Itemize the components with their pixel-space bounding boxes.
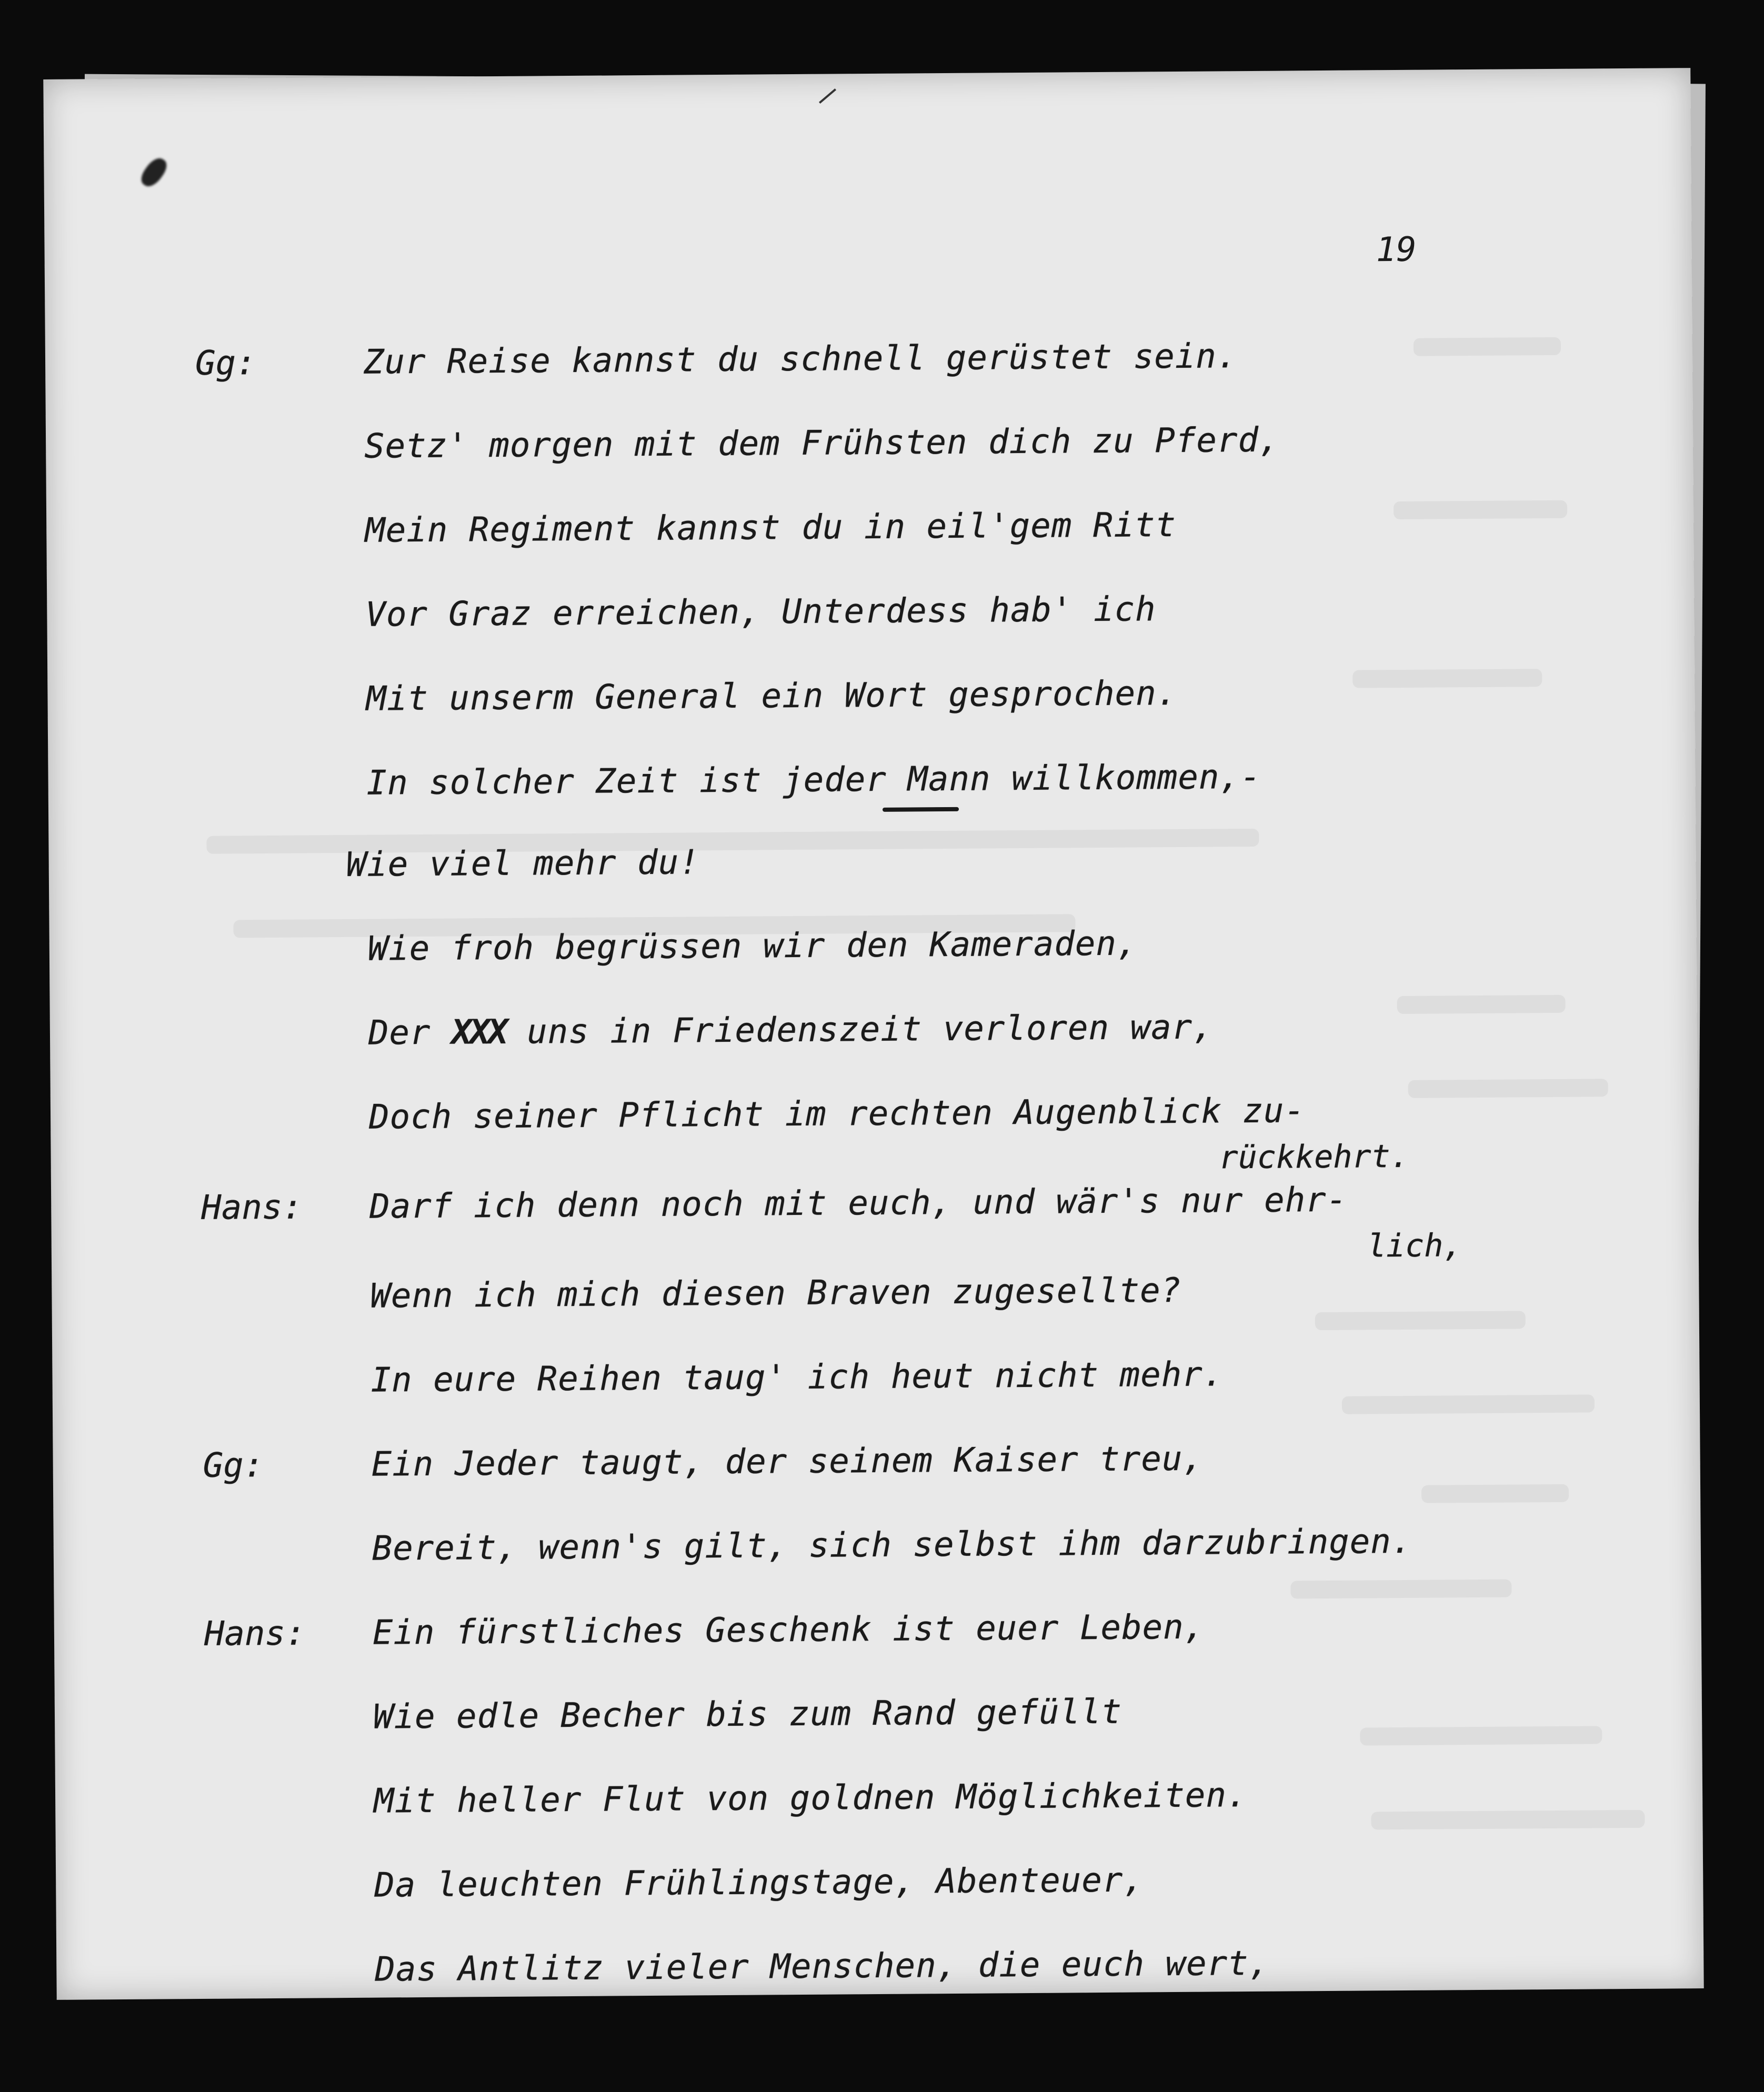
- text-line: Vor Graz erreichen, Unterdess hab' ich: [365, 590, 1156, 635]
- text-line: Mit unserm General ein Wort gesprochen.: [366, 673, 1178, 719]
- speaker-label: Gg:: [203, 1446, 264, 1485]
- text-line: Wenn ich mich diesen Braven zugesellte?: [370, 1271, 1182, 1316]
- text-line: Zur Reise kannst du schnell gerüstet sein.: [363, 337, 1238, 382]
- text-line: Ein Jeder taugt, der seinem Kaiser treu,: [371, 1439, 1204, 1484]
- speaker-label: Gg:: [195, 344, 256, 383]
- text-line: Wie viel mehr du!: [346, 843, 700, 884]
- speaker-label: Hans:: [204, 1614, 306, 1654]
- text-line: In eure Reihen taug' ich heut nicht mehr.: [370, 1355, 1224, 1400]
- typescript-page: [43, 68, 1703, 2000]
- punch-hole: [138, 154, 171, 190]
- handwritten-underline: [883, 807, 959, 812]
- text-line: Mein Regiment kannst du in eil'gem Ritt: [365, 505, 1177, 550]
- struck-out-word: XXX: [451, 1012, 506, 1052]
- text-line: Da leuchten Frühlingstage, Abenteuer,: [374, 1860, 1145, 1905]
- text-segment: Der: [368, 1013, 452, 1053]
- text-line: In solcher Zeit ist jeder Mann willkommen,-: [366, 757, 1261, 803]
- text-line: Darf ich denn noch mit euch, und wär's nur ehr-: [369, 1180, 1348, 1226]
- text-line: Doch seiner Pflicht im rechten Augenblick zu-: [368, 1091, 1306, 1137]
- text-line: Wie froh begrüssen wir den Kameraden,: [367, 924, 1138, 969]
- text-line: Mit heller Flut von goldnen Möglichkeiten.: [373, 1776, 1248, 1821]
- text-line: [368, 1008, 1214, 1052]
- text-line: Bereit, wenn's gilt, sich selbst ihm darzubringen.: [372, 1522, 1412, 1568]
- text-line: Das Antlitz vieler Menschen, die euch wert,: [375, 1944, 1270, 1989]
- text-line: Ein fürstliches Geschenk ist euer Leben,: [372, 1607, 1205, 1653]
- text-line-continuation: lich,: [1367, 1227, 1462, 1265]
- page-number: 19: [1376, 230, 1417, 270]
- speaker-label: Hans:: [201, 1188, 303, 1228]
- text-segment: uns in Friedenszeit verloren war,: [506, 1008, 1214, 1052]
- text-line: Wie edle Becher bis zum Rand gefüllt: [373, 1692, 1122, 1737]
- text-line-continuation: rückkehrt.: [1219, 1138, 1410, 1176]
- pen-mark: [819, 88, 836, 104]
- text-line: Setz' morgen mit dem Frühsten dich zu Pferd,: [364, 420, 1280, 466]
